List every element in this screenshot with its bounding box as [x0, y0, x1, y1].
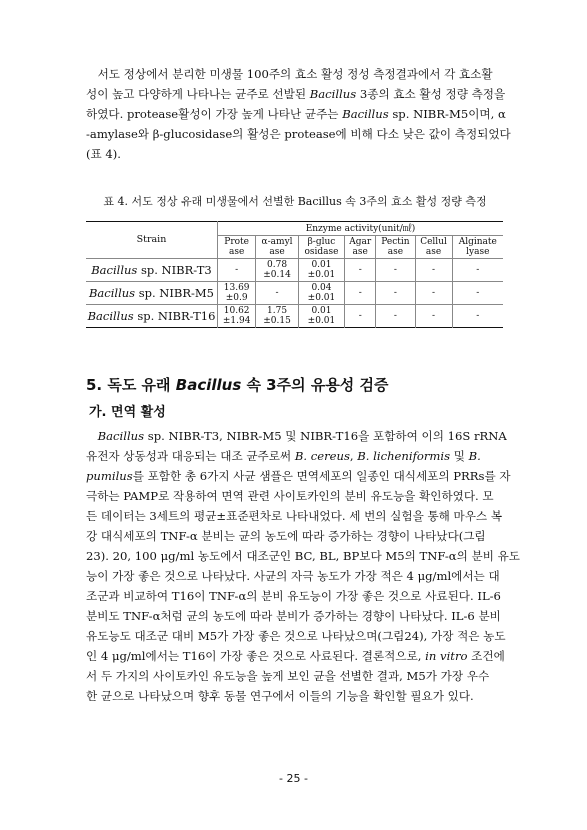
activity-value: 10.62 ±1.94: [218, 305, 256, 328]
body-line: 유전자 상동성과 대응되는 대조 균주로써 B. cereus, B. licheniformis 및 B.: [86, 449, 481, 463]
body-line: 분비도 TNF-α처럼 균의 농도에 따라 분비가 증가하는 경향이 나타났다. IL-6 분비: [86, 609, 501, 623]
immune-activity-paragraph: [86, 426, 521, 706]
body-line: pumilus를 포함한 총 6가지 사균 샘플은 면역세포의 일종인 대식세포의 PRRs를 자: [86, 469, 511, 483]
enzyme-column-header: Agar ase: [345, 236, 376, 259]
activity-value: -: [345, 305, 376, 328]
enzyme-column-header: Pectin ase: [376, 236, 415, 259]
intro-line: (표 4).: [86, 147, 121, 161]
enzyme-column-header: Prote ase: [218, 236, 256, 259]
table-row: [86, 305, 503, 328]
body-line: 극하는 PAMP로 작용하여 면역 관련 사이토카인의 분비 유도능을 확인하였다. 모: [86, 489, 494, 503]
strain-name: Bacillus sp. NIBR-T3: [86, 259, 218, 282]
enzyme-activity-table: [86, 221, 503, 328]
activity-value: 1.75 ±0.15: [256, 305, 299, 328]
activity-value: 0.78 ±0.14: [256, 259, 299, 282]
enzyme-activity-header: Enzyme activity(unit/㎖): [218, 222, 504, 236]
activity-value: -: [415, 282, 452, 305]
body-line: Bacillus sp. NIBR-T3, NIBR-M5 및 NIBR-T16을 포함하여 이의 16S rRNA: [97, 429, 507, 443]
enzyme-column-header: α-amyl ase: [256, 236, 299, 259]
page-number: - 25 -: [279, 772, 308, 785]
intro-line: 하였다. protease활성이 가장 높게 나타난 균주는 Bacillus sp. NIBR-M5이며, α: [86, 107, 506, 121]
body-line: 유도능도 대조군 대비 M5가 가장 좋은 것으로 나타났으며(그림24), 가장 적은 농도: [86, 629, 506, 643]
intro-paragraph: [86, 64, 511, 164]
table-row: [86, 259, 503, 282]
table-row: [86, 282, 503, 305]
intro-line: -amylase와 β-glucosidase의 활성은 protease에 비해 다소 낮은 값이 측정되었다: [86, 127, 511, 141]
strain-name: Bacillus sp. NIBR-T16: [86, 305, 218, 328]
enzyme-column-header: Cellul ase: [415, 236, 452, 259]
body-line: 23). 20, 100 μg/ml 농도에서 대조군인 BC, BL, BP보다 M5의 TNF-α의 분비 유도: [86, 549, 521, 563]
activity-value: -: [452, 282, 503, 305]
activity-value: 0.01 ±0.01: [298, 259, 344, 282]
section-heading: 5. 독도 유래 Bacillus 속 3주의 유용성 검증: [86, 376, 389, 394]
activity-value: 0.04 ±0.01: [298, 282, 344, 305]
strain-name: Bacillus sp. NIBR-M5: [86, 282, 218, 305]
activity-value: -: [218, 259, 256, 282]
body-line: 든 데이터는 3세트의 평균±표준편차로 나타내었다. 세 번의 실험을 통해 마우스 복: [86, 509, 503, 523]
activity-value: -: [452, 259, 503, 282]
activity-value: -: [376, 305, 415, 328]
intro-line: 서도 정상에서 분리한 미생물 100주의 효소 활성 정성 측정결과에서 각 효소활: [86, 67, 493, 81]
enzyme-column-header: Alginate lyase: [452, 236, 503, 259]
body-line: 조군과 비교하여 T16이 TNF-α의 분비 유도능이 가장 좋은 것으로 사료된다. IL-6: [86, 589, 501, 603]
activity-value: -: [415, 305, 452, 328]
activity-value: -: [415, 259, 452, 282]
subsection-heading: 가. 면역 활성: [89, 405, 166, 420]
activity-value: -: [452, 305, 503, 328]
strain-header: Strain: [86, 222, 218, 259]
activity-value: 13.69 ±0.9: [218, 282, 256, 305]
body-line: 서 두 가지의 사이토카인 유도능을 높게 보인 균을 선별한 결과, M5가 가장 우수: [86, 669, 490, 683]
activity-value: 0.01 ±0.01: [298, 305, 344, 328]
body-line: 한 균으로 나타났으며 향후 동물 연구에서 이들의 기능을 확인할 필요가 있다.: [86, 689, 474, 703]
activity-value: -: [376, 282, 415, 305]
body-line: 능이 가장 좋은 것으로 나타났다. 사균의 자극 농도가 가장 적은 4 μg/ml에서는 대: [86, 569, 500, 583]
enzyme-column-header: β-gluc osidase: [298, 236, 344, 259]
activity-value: -: [256, 282, 299, 305]
intro-line: 성이 높고 다양하게 나타나는 균주로 선발된 Bacillus 3종의 효소 활성 정량 측정을: [86, 87, 506, 101]
body-line: 인 4 μg/ml에서는 T16이 가장 좋은 것으로 사료된다. 결론적으로, in vitro 조건에: [86, 649, 505, 663]
activity-value: -: [345, 259, 376, 282]
activity-value: -: [376, 259, 415, 282]
body-line: 강 대식세포의 TNF-α 분비는 균의 농도에 따라 증가하는 경향이 나타났다(그림: [86, 529, 486, 543]
table-caption: 표 4. 서도 정상 유래 미생물에서 선별한 Bacillus 속 3주의 효소 활성 정량 측정: [103, 195, 487, 208]
activity-value: -: [345, 282, 376, 305]
